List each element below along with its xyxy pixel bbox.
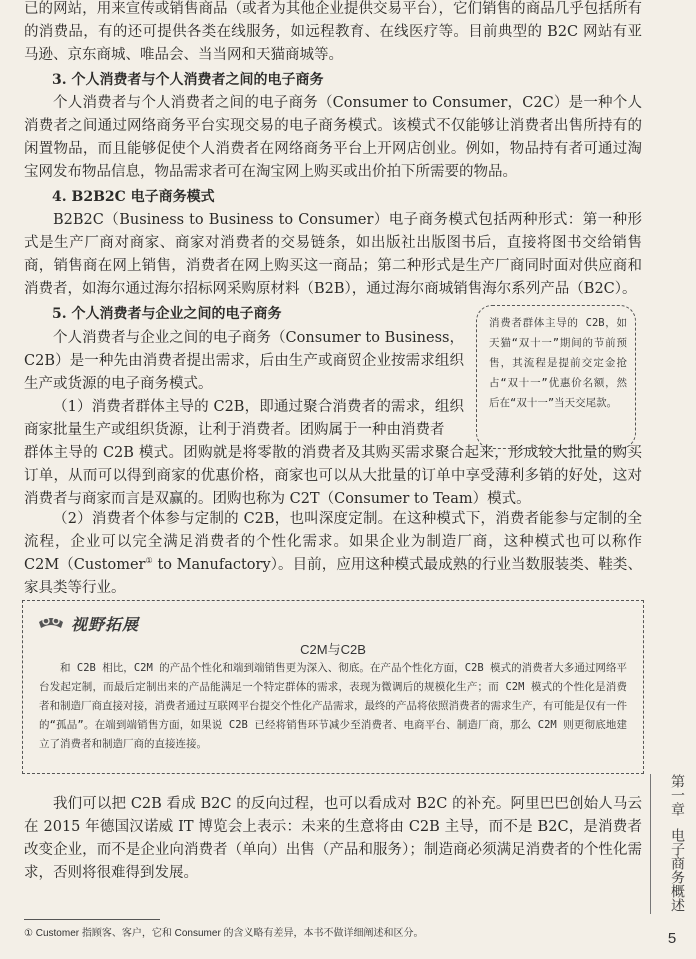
paragraph-c2m — [24, 508, 642, 600]
paragraph-b2c-tail: 已的网站，用来宣传或销售商品（或者为其他企业提供交易平台），它们销售的商品几乎包括所有的消费品，有的还可提供各类在线服务，如远程教育、在线医疗等。目前典型的 B2C 网站有亚马逊、京东商城、唯品会、当当网和天猫商城等。 — [24, 1, 642, 63]
extension-body: 和 C2B 相比，C2M 的产品个性化和端到端销售更为深入、彻底。在产品个性化方面，C2B 模式的消费者大多通过网络平台发起定制，而最后定制出来的产品能满足一个特定群体的需求，表现为微调后的规模化生产；而 C2M 模式的个性化是消费者和制造厂商直接对接，消费者通过互联网平台提交个性化产品需求，最终的产品将依照消费者的需求生产，有可能是仅有一件的“孤品”。在端到端销售方面，如果说 C2B 已经将销售环节减少至消费者、电商平台、制造厂商，那么 C2M 则更彻底地建立了消费者和制造厂商的直接连接。 — [39, 662, 627, 750]
heading-c2b: 5. 个人消费者与企业之间的电子商务 — [52, 306, 282, 322]
footnote-marker: ① — [145, 556, 153, 566]
paragraph-c2m-text-a: （2）消费者个体参与定制的 C2B，也叫深度定制。在这种模式下，消费者能参与定制的全流程，企业可以完全满足消费者的个性化需求。如果企业为制造厂商，这种模式也可以称作 C2M（Customer — [24, 511, 642, 573]
paragraph-c2b-intro: 个人消费者与企业之间的电子商务（Consumer to Business，C2B）是一种先由消费者提出需求，后由生产或商贸企业按需求组织生产或货源的电子商务模式。 — [24, 330, 464, 392]
footnote: ① Customer 指顾客、客户，它和 Consumer 的含义略有差异，本书不做详细阐述和区分。 — [24, 928, 424, 939]
book-icon — [37, 612, 65, 635]
paragraph-c2m-text-b: to Manufactory）。目前，应用这种模式最成熟的行业当数服装类、鞋类、家具类等行业。 — [24, 557, 642, 596]
heading-b2b2c: 4. B2B2C 电子商务模式 — [52, 189, 215, 205]
page-number: 5 — [667, 930, 677, 947]
extension-title: 视野拓展 — [71, 614, 140, 634]
heading-c2c: 3. 个人消费者与个人消费者之间的电子商务 — [52, 72, 324, 88]
paragraph-group-buying: 群体主导的 C2B 模式。团购就是将零散的消费者及其购买需求聚合起来，形成较大批量的购买订单，从而可以得到商家的优惠价格，商家也可以从大批量的订单中享受薄利多销的好处，这对消费者与商家而言是双赢的。团购也称为 C2T（Consumer to Team）模式。 — [24, 445, 642, 507]
extension-box — [22, 600, 644, 774]
extension-badge — [37, 609, 167, 637]
margin-callout-text: 消费者群体主导的 C2B，如天猫“双十一”期间的节前预售，其流程是提前交定金抢占“双十一”优惠价名额，然后在“双十一”当天交尾款。 — [489, 317, 627, 409]
paragraph-c2b-group: （1）消费者群体主导的 C2B，即通过聚合消费者的需求，组织商家批量生产或组织货源，让利于消费者。团购属于一种由消费者 — [24, 399, 464, 438]
chapter-side-tab — [655, 774, 685, 912]
paragraph-c2c: 个人消费者与个人消费者之间的电子商务（Consumer to Consumer，C2C）是一种个人消费者之间通过网络商务平台实现交易的电子商务模式。该模式不仅能够让消费者出售所持有的闲置物品，而且能够促使个人消费者在网络商务平台上开网店创业。例如，物品持有者可通过淘宝网发布物品信息，物品需求者可在淘宝网上购买或出价拍下所需要的物品。 — [24, 95, 642, 180]
side-tab-divider — [650, 774, 651, 914]
paragraph-b2b2c: B2B2C（Business to Business to Consumer）电子商务模式包括两种形式：第一种形式是生产厂商对商家、商家对消费者的交易链条，如出版社出版图书后，直接将图书交给销售商，销售商在网上销售，消费者在网上购买这一商品；第二种形式是生产厂商同时面对供应商和消费者，如海尔通过海尔招标网采购原材料（B2B），通过海尔商城销售海尔系列产品（B2C）。 — [24, 212, 642, 297]
extension-subtitle: C2M与C2B — [300, 642, 366, 657]
chapter-title: 电子商务概述 — [669, 828, 685, 913]
chapter-number: 第一章 — [669, 774, 685, 816]
footnote-rule — [24, 919, 160, 920]
paragraph-conclusion: 我们可以把 C2B 看成 B2C 的反向过程，也可以看成对 B2C 的补充。阿里巴巴创始人马云在 2015 年德国汉诺威 IT 博览会上表示：未来的生意将由 C2B 主导，而不是 B2C，是消费者改变企业，而不是企业向消费者（单向）出售（产品和服务）；制造商必须满足消费者的个性化需求，否则将很难得到发展。 — [24, 796, 642, 881]
margin-callout — [476, 305, 636, 449]
